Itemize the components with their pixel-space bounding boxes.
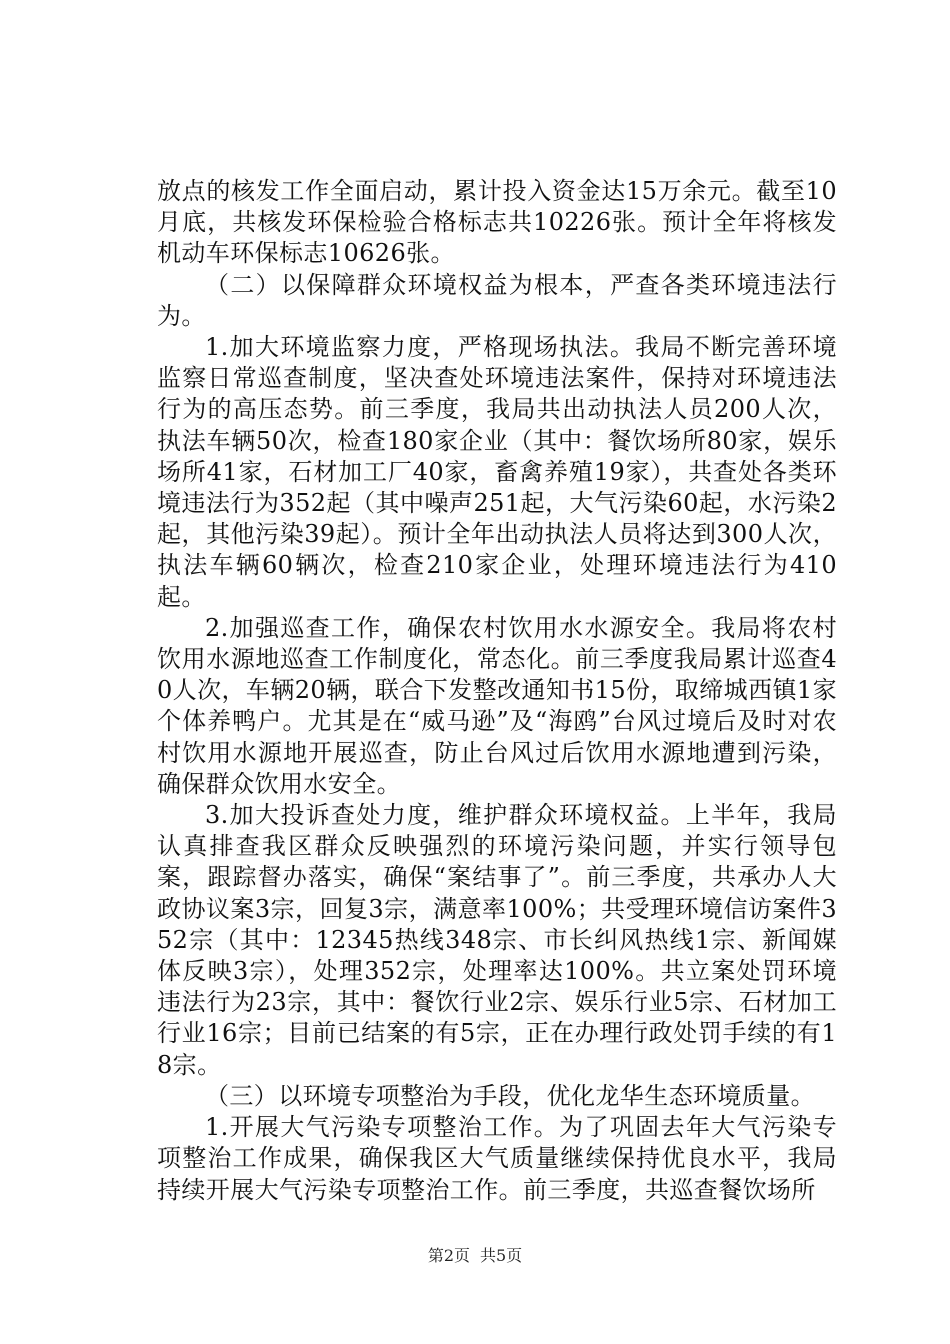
section-heading-2: （二）以保障群众环境权益为根本，严查各类环境违法行为。 bbox=[157, 270, 837, 330]
page-number: 第2页 bbox=[427, 1246, 470, 1265]
paragraph-air-pollution: 1.开展大气污染专项整治工作。为了巩固去年大气污染专项整治工作成果，确保我区大气质量继续保持优良水平，我局持续开展大气污染专项整治工作。前三季度，共巡查餐饮场所 bbox=[157, 1113, 837, 1204]
paragraph-continuation: 放点的核发工作全面启动，累计投入资金达15万余元。截至10月底，共核发环保检验合格标志共10226张。预计全年将核发机动车环保标志10626张。 bbox=[157, 177, 837, 268]
document-body bbox=[157, 176, 837, 1206]
page-total: 共5页 bbox=[480, 1246, 523, 1265]
paragraph-water-source: 2.加强巡查工作，确保农村饮用水水源安全。我局将农村饮用水源地巡查工作制度化，常态化。前三季度我局累计巡查40人次，车辆20辆，联合下发整改通知书15份，取缔城西镇1家个体养鸭户。尤其是在“威马逊”及“海鸥”台风过境后及时对农村饮用水源地开展巡查，防止台风过后饮用水源地遭到污染，确保群众饮用水安全。 bbox=[157, 613, 837, 798]
paragraph-enforcement: 1.加大环境监察力度，严格现场执法。我局不断完善环境监察日常巡查制度，坚决查处环境违法案件，保持对环境违法行为的高压态势。前三季度，我局共出动执法人员200人次，执法车辆50次，检查180家企业（其中：餐饮场所80家，娱乐场所41家，石材加工厂40家，畜禽养殖19家），共查处各类环境违法行为352起（其中噪声251起，大气污染60起，水污染2起，其他污染39起）。预计全年出动执法人员将达到300人次，执法车辆60辆次，检查210家企业，处理环境违法行为410起。 bbox=[157, 333, 837, 611]
page-footer bbox=[0, 1246, 950, 1266]
section-heading-3: （三）以环境专项整治为手段，优化龙华生态环境质量。 bbox=[205, 1081, 815, 1110]
paragraph-complaints: 3.加大投诉查处力度，维护群众环境权益。上半年，我局认真排查我区群众反映强烈的环境污染问题，并实行领导包案，跟踪督办落实，确保“案结事了”。前三季度，共承办人大政协议案3宗，回复3宗，满意率100%；共受理环境信访案件352宗（其中：12345热线348宗、市长纠风热线1宗、新闻媒体反映3宗），处理352宗，处理率达100%。共立案处罚环境违法行为23宗，其中：餐饮行业2宗、娱乐行业5宗、石材加工行业16宗；目前已结案的有5宗，正在办理行政处罚手续的有18宗。 bbox=[157, 801, 837, 1079]
